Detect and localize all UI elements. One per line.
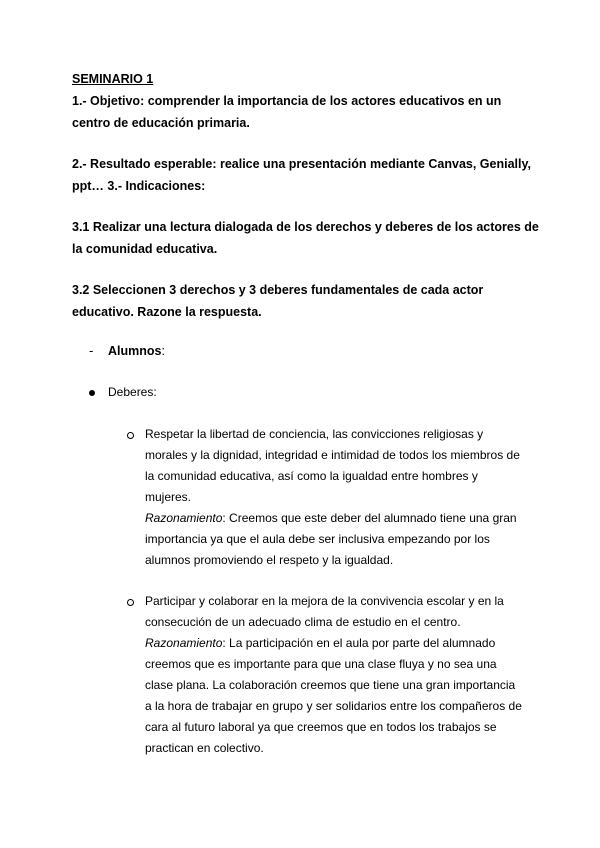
item-1-text-line-2: morales y la dignidad, integridad e intimidad de todos los miembros de [145,448,520,462]
reason-label: Razonamiento [145,636,223,650]
item-1-reason-line-3: alumnos promoviendo el respeto y la igualdad. [145,553,394,567]
item-1-text-line-1: Respetar la libertad de conciencia, las convicciones religiosas y [145,427,484,441]
instruction-3-1-line-1: 3.1 Realizar una lectura dialogada de los derechos y deberes de los actores de [72,220,539,234]
instruction-3-1-line-2: la comunidad educativa. [72,242,218,256]
item-1-reason-line-1 [145,508,517,529]
item-1-text-line-4: mujeres. [145,490,192,504]
item-2-reason-line-2: creemos que es importante para que una clase fluya y no sea una [145,657,497,671]
item-2-text-line-2: consecución de un adecuado clima de estudio en el centro. [145,615,461,629]
item-1-reason-start: : Creemos que este deber del alumnado tiene una gran [222,511,517,525]
objective-line-1: 1.- Objetivo: comprender la importancia de los actores educativos en un [72,94,502,108]
filled-bullet-icon [89,390,95,396]
expected-result-line-1: 2.- Resultado esperable: realice una presentación mediante Canvas, Genially, [72,157,531,171]
instruction-3-2-line-2: educativo. Razone la respuesta. [72,305,262,319]
hollow-bullet-icon [127,599,134,606]
item-2-reason-line-6: practican en colectivo. [145,741,264,755]
actor-colon: : [161,344,165,358]
item-2-reason-line-5: cara al futuro laboral ya que creemos que en todos los trabajos se [145,720,497,734]
item-1-text-line-3: la comunidad educativa, así como la igualdad entre hombres y [145,469,478,483]
item-2-reason-line-1 [145,633,495,654]
item-1-reason-line-2: importancia ya que el aula debe ser inclusiva empezando por los [145,532,490,546]
item-2-reason-start: : La participación en el aula por parte del alumnado [222,636,496,650]
actor-name: Alumnos [108,344,162,358]
expected-result-line-2: ppt… 3.- Indicaciones: [72,179,206,193]
dash-bullet: - [89,343,94,358]
instruction-3-2-line-1: 3.2 Seleccionen 3 derechos y 3 deberes fundamentales de cada actor [72,283,484,297]
item-2-reason-line-3: clase plana. La colaboración creemos que tiene una gran importancia [145,678,516,692]
actor-heading [108,340,165,362]
page-title: SEMINARIO 1 [72,72,154,86]
objective-line-2: centro de educación primaria. [72,116,250,130]
item-2-reason-line-4: a la hora de trabajar en grupo y ser solidarios entre los compañeros de [145,699,522,713]
item-2-text-line-1: Participar y colaborar en la mejora de la convivencia escolar y en la [145,594,504,608]
reason-label: Razonamiento [145,511,223,525]
hollow-bullet-icon [127,432,134,439]
deberes-label: Deberes: [108,385,157,399]
